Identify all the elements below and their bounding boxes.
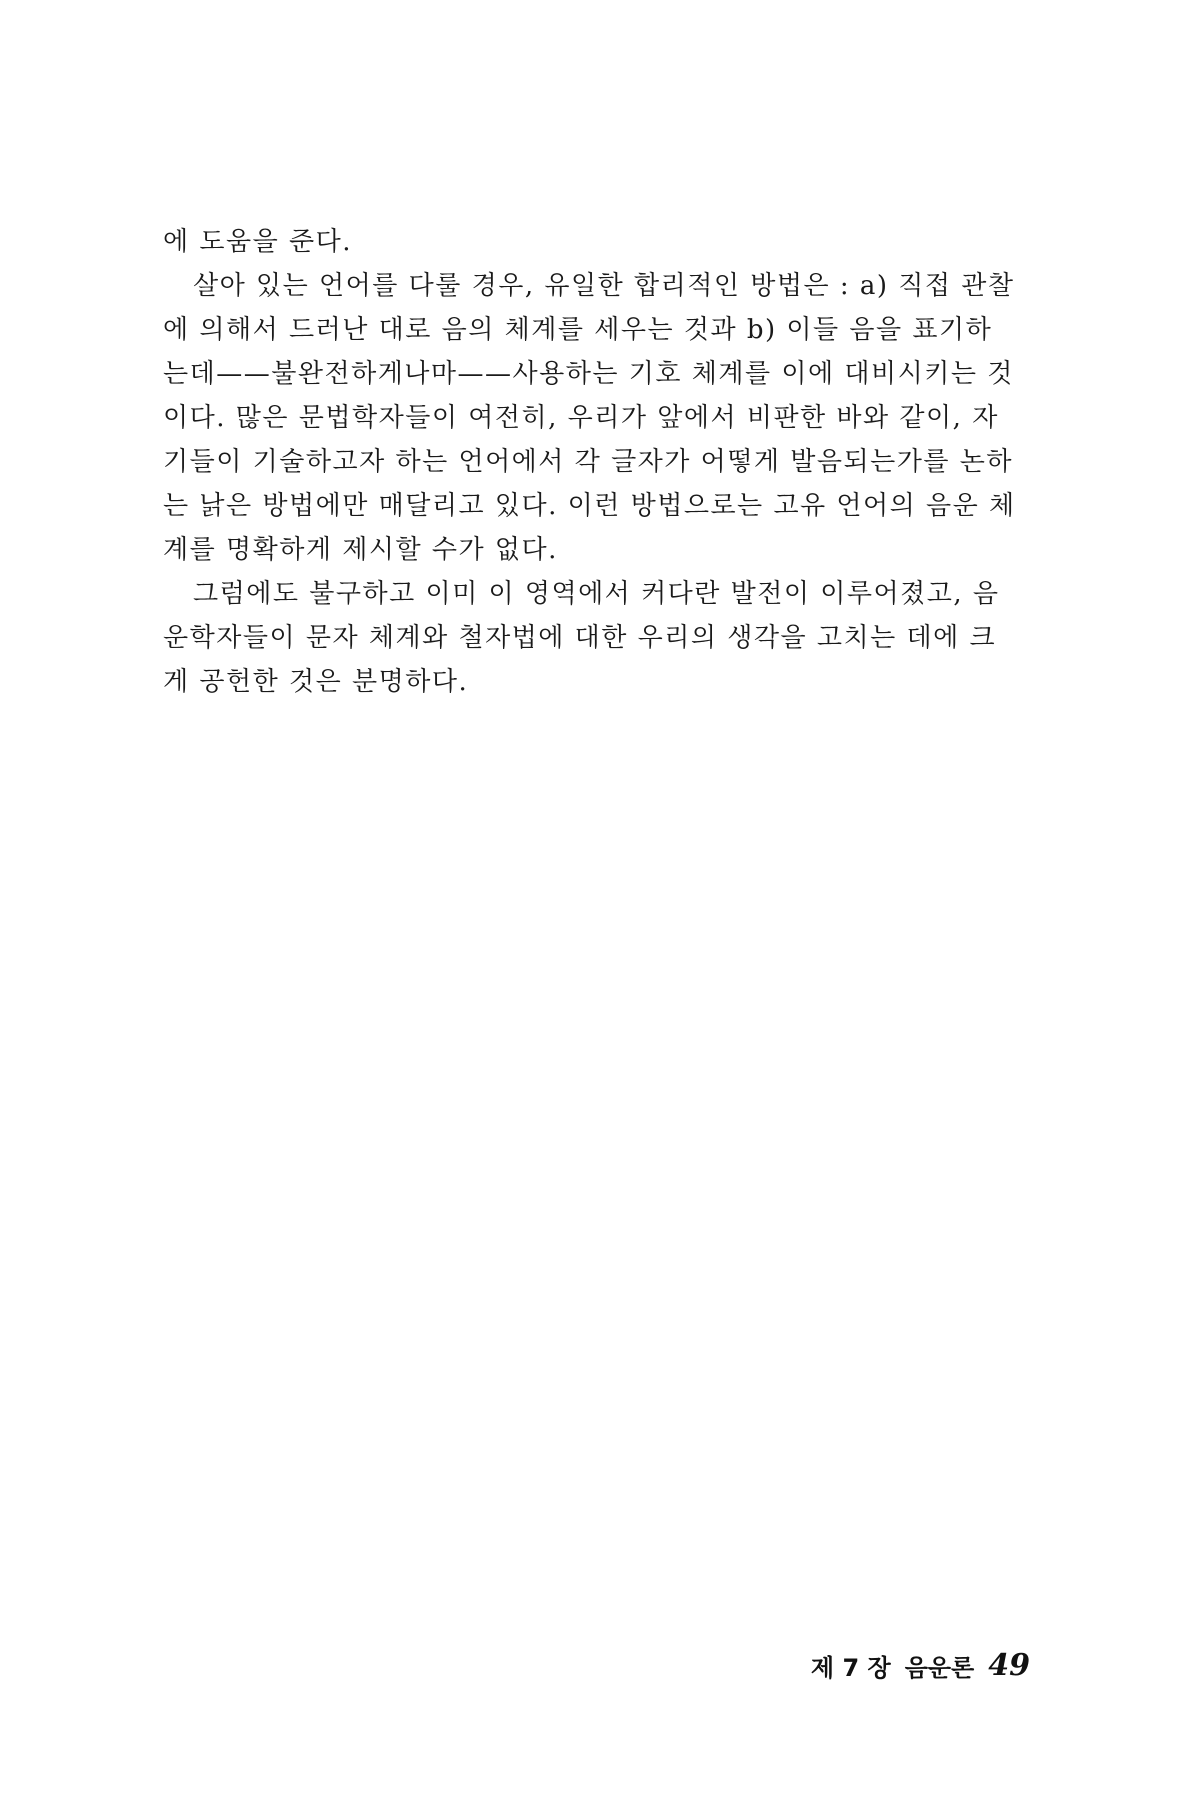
text-line: 그럼에도 불구하고 이미 이 영역에서 커다란 발전이 이루어졌고, 음: [193, 579, 1000, 609]
text-line: 운학자들이 문자 체계와 철자법에 대한 우리의 생각을 고치는 데에 크: [163, 623, 997, 653]
text-line: 계를 명확하게 제시할 수가 없다.: [163, 535, 558, 565]
text-line: 에 의해서 드러난 대로 음의 체계를 세우는 것과 b) 이들 음을 표기하: [163, 315, 993, 345]
page-number: 49: [988, 1647, 1030, 1683]
text-line: 이다. 많은 문법학자들이 여전히, 우리가 앞에서 비판한 바와 같이, 자: [163, 403, 999, 433]
text-line: 기들이 기술하고자 하는 언어에서 각 글자가 어떻게 발음되는가를 논하: [163, 447, 1013, 477]
page-footer: [770, 1645, 1030, 1685]
text-line: 는 낡은 방법에만 매달리고 있다. 이런 방법으로는 고유 언어의 음운 체: [163, 491, 1016, 521]
body-text: [163, 220, 1033, 704]
chapter-title: 음운론: [904, 1653, 975, 1682]
text-line: 게 공헌한 것은 분명하다.: [163, 667, 469, 697]
text-line: 살아 있는 언어를 다룰 경우, 유일한 합리적인 방법은 : a) 직접 관찰: [193, 271, 1015, 301]
chapter-label: 제 7 장: [810, 1653, 891, 1682]
text-line: 는데——불완전하게나마——사용하는 기호 체계를 이에 대비시키는 것: [163, 359, 1014, 389]
text-line: 에 도움을 준다.: [163, 227, 352, 257]
